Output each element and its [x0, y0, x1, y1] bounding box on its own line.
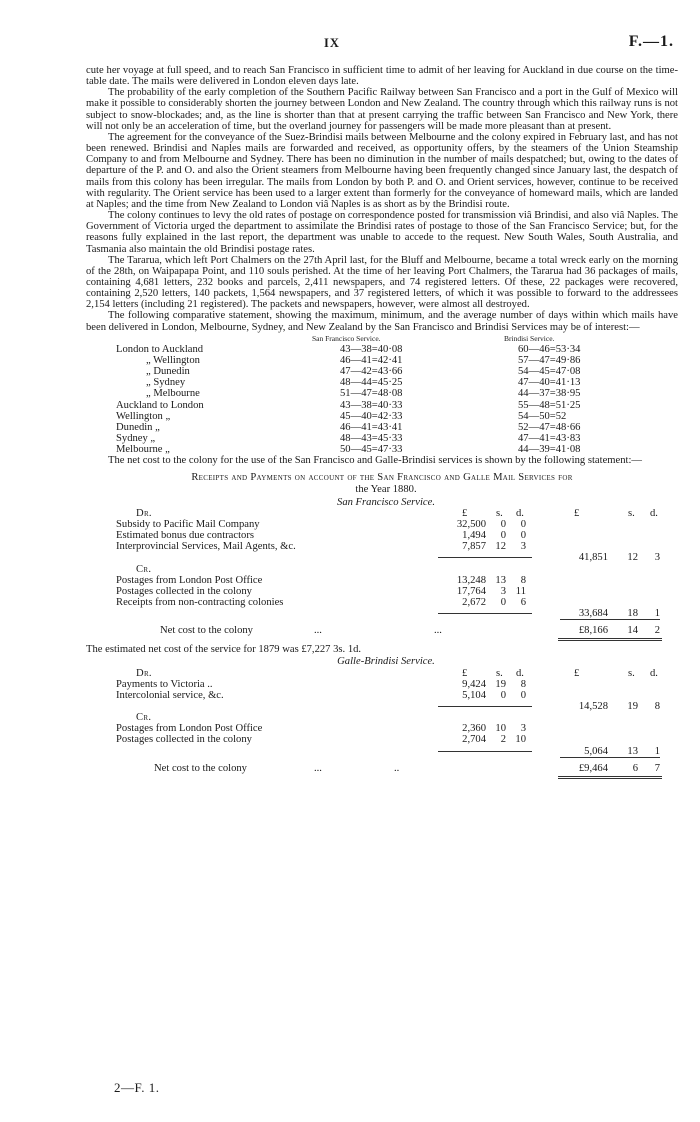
- document-reference: F.—1.: [628, 33, 674, 50]
- dr-total-row: [94, 701, 678, 712]
- cr-total-pence: 1: [654, 745, 660, 757]
- item-label: Interprovincial Services, Mail Agents, &c.: [116, 541, 296, 553]
- item-shillings: 0: [500, 530, 506, 542]
- dr-header: [94, 508, 678, 519]
- item-label: Subsidy to Pacific Mail Company: [116, 519, 260, 531]
- col-d: d.: [650, 667, 658, 679]
- item-shillings: 19: [495, 678, 506, 690]
- estimate-1879: The estimated net cost of the service for 1879 was £7,227 3s. 1d.: [86, 644, 362, 656]
- item-pounds: 17,764: [456, 585, 486, 597]
- dots: ...: [434, 625, 442, 637]
- route-label: „ Dunedin: [146, 366, 190, 378]
- route-label: London to Auckland: [116, 343, 204, 355]
- cr-total-shillings: 13: [627, 745, 638, 757]
- item-label: Postages collected in the colony: [116, 734, 252, 746]
- cr-total-row: [94, 608, 678, 619]
- sf-account: [94, 508, 678, 638]
- delivery-row: [94, 433, 678, 444]
- cr-total-pence: 1: [654, 608, 660, 620]
- cr-total-row: [94, 746, 678, 757]
- paragraph: cute her voyage at full speed, and to reach San Francisco in sufficient time to admit of her leaving for Auckland in due course on the time-table date. The mails were delivered in London eleven days late.: [86, 65, 678, 88]
- item-pounds: 9,424: [462, 678, 486, 690]
- net-cost-pounds: £9,464: [578, 762, 608, 774]
- brindisi-days: 47—40=41·13: [518, 377, 581, 389]
- dr-total-shillings: 19: [627, 701, 638, 713]
- col-s: s.: [496, 667, 503, 679]
- document-body: [86, 65, 678, 776]
- item-shillings: 2: [500, 734, 506, 746]
- total-rule: [560, 619, 660, 620]
- gb-account: [94, 668, 678, 776]
- brindisi-days: 57—47=49·86: [518, 355, 581, 367]
- cr-total-pounds: 5,064: [584, 745, 608, 757]
- net-cost-intro: The net cost to the colony for the use of the San Francisco and Galle-Brindisi services is shown by the following statement:—: [108, 455, 642, 467]
- net-cost-pounds: £8,166: [578, 625, 608, 637]
- item-pence: 0: [520, 519, 526, 531]
- account-row: [94, 541, 678, 552]
- paragraph: The probability of the early completion of the Southern Pacific Railway between San Francisco and a port in the Gulf of Mexico will make it possible to considerably shorten the journey between London and New Zealand. The country through which this railway runs is not subject to snow-blockades; and, as the line is shorter than that at present carrying the traffic between San Francisco and New York, there will not only be an acceleration of time, but the overland journey for passengers will be made more pleasant than at present.: [86, 87, 678, 132]
- item-label: Receipts from non-contracting colonies: [116, 597, 284, 609]
- col-d: d.: [650, 507, 658, 519]
- delivery-row: [94, 366, 678, 377]
- net-cost-pence: 7: [654, 762, 660, 774]
- sf-days: 48—44=45·25: [340, 377, 403, 389]
- subtotal-rule: [438, 706, 532, 707]
- sf-days: 50—45=47·33: [340, 444, 403, 456]
- item-pence: 8: [520, 574, 526, 586]
- sf-days: 43—38=40·33: [340, 399, 403, 411]
- item-label: Postages from London Post Office: [116, 574, 263, 586]
- col-d: d.: [516, 667, 524, 679]
- col-s: s.: [628, 507, 635, 519]
- receipts-title-year: the Year 1880.: [355, 483, 417, 495]
- route-label: „ Wellington: [146, 355, 200, 367]
- route-label: „ Melbourne: [146, 388, 200, 400]
- subtotal-rule: [438, 557, 532, 558]
- item-shillings: 12: [495, 541, 506, 553]
- item-label: Estimated bonus due contractors: [116, 530, 254, 542]
- col-d: d.: [516, 507, 524, 519]
- account-row: [94, 597, 678, 608]
- delivery-row: [94, 344, 678, 355]
- cr-total-shillings: 18: [627, 608, 638, 620]
- account-row: [94, 530, 678, 541]
- route-label: Melbourne „: [116, 444, 170, 456]
- item-pence: 6: [520, 597, 526, 609]
- receipts-title: Receipts and Payments on account of the San Francisco and Galle Mail Services for: [191, 472, 573, 484]
- net-cost-double-rule: [558, 776, 662, 779]
- net-cost-row: [94, 625, 678, 638]
- item-pounds: 2,360: [462, 723, 486, 735]
- item-pounds: 7,857: [462, 541, 486, 553]
- delivery-row: [94, 355, 678, 366]
- item-pence: 0: [520, 689, 526, 701]
- sf-days: 47—42=43·66: [340, 366, 403, 378]
- item-pence: 8: [520, 678, 526, 690]
- sf-days: 48—43=45·33: [340, 433, 403, 445]
- paragraph: The following comparative statement, showing the maximum, minimum, and the average number of days within which mails have been delivered in London, Melbourne, Sydney, and New Zealand by the San Francisco and Brindisi Services may be of interest:—: [86, 310, 678, 333]
- sf-days: 51—47=48·08: [340, 388, 403, 400]
- sf-days: 45—40=42·33: [340, 410, 403, 422]
- sf-days: 46—41=42·41: [340, 355, 403, 367]
- item-label: Intercolonial service, &c.: [116, 689, 224, 701]
- item-pounds: 2,704: [462, 734, 486, 746]
- gb-heading: Galle-Brindisi Service.: [337, 656, 435, 668]
- dr-total-shillings: 12: [627, 552, 638, 564]
- col-pound: £: [574, 667, 580, 679]
- col-pound: £: [462, 667, 468, 679]
- item-pence: 0: [520, 530, 526, 542]
- col-pound: £: [574, 507, 580, 519]
- dr-label: Dr.: [136, 667, 152, 679]
- net-cost-row: [94, 763, 678, 776]
- item-pounds: 2,672: [462, 597, 486, 609]
- delivery-row: [94, 400, 678, 411]
- dots: ..: [394, 762, 400, 774]
- account-row: [94, 679, 678, 690]
- cr-label: Cr.: [136, 712, 152, 724]
- item-pounds: 5,104: [462, 689, 486, 701]
- dr-total-pence: 3: [654, 552, 660, 564]
- brindisi-days: 52—47=48·66: [518, 421, 581, 433]
- subtotal-rule: [438, 613, 532, 614]
- route-label: Sydney „: [116, 433, 156, 445]
- brindisi-days: 54—45=47·08: [518, 366, 581, 378]
- brindisi-days: 55—48=51·25: [518, 399, 581, 411]
- net-cost-label: Net cost to the colony: [160, 625, 253, 637]
- sf-days: 46—41=43·41: [340, 421, 403, 433]
- delivery-row: [94, 422, 678, 433]
- account-row: [94, 723, 678, 734]
- item-shillings: 0: [500, 689, 506, 701]
- dots: ...: [314, 625, 322, 637]
- route-label: Dunedin „: [116, 421, 160, 433]
- item-pence: 3: [520, 541, 526, 553]
- item-pounds: 32,500: [456, 519, 486, 531]
- net-cost-label: Net cost to the colony: [154, 762, 247, 774]
- item-shillings: 0: [500, 519, 506, 531]
- item-shillings: 10: [495, 723, 506, 735]
- account-row: [94, 734, 678, 745]
- page-number: IX: [324, 36, 340, 50]
- brindisi-days: 44—37=38·95: [518, 388, 581, 400]
- paragraph: The Tararua, which left Port Chalmers on the 27th April last, for the Bluff and Melbourne, became a total wreck early on the morning of the 28th, on Waipapapa Point, and 110 souls perished. At the time of her leaving Port Chalmers, the Tararua had 36 packages of mails, containing 4,681 letters, 232 books and parcels, 2,411 newspapers, and 74 registered letters. Of these, 22 packages were recovered, containing 2,520 letters, 140 packets, 1,564 newspapers, and 37 registered letters, of which it was possible to forward to the addressees 2,154 letters (including 21 registered). The packets and newspapers, however, were almost all destroyed.: [86, 254, 678, 311]
- subtotal-rule: [438, 751, 532, 752]
- total-rule: [560, 757, 660, 758]
- dr-total-pounds: 14,528: [578, 701, 608, 713]
- sf-days: 43—38=40·08: [340, 343, 403, 355]
- delivery-row: [94, 388, 678, 399]
- account-row: [94, 519, 678, 530]
- col-pound: £: [462, 507, 468, 519]
- item-pence: 3: [520, 723, 526, 735]
- net-cost-shillings: 14: [627, 625, 638, 637]
- paragraph: The agreement for the conveyance of the Suez-Brindisi mails between Melbourne and the colony expired in February last, and has not been renewed. Brindisi and Naples mails are forwarded and received, as opportunity offers, by the steamers of the Union Steamship Company to and from Melbourne and Sydney. There has been no diminution in the number of mails despatched; but, owing to the dates of departure of the P. and O. and also the Orient steamers from Melbourne having been frequently changed since January last, the despatch of mails from this colony has been irregular. The mails from London by both P. and O. and Orient services, however, continue to be received with regularity. The Orient service has been used to a larger extent than formerly for the conveyance of homeward mails, which are landed at Naples; and the time from New Zealand to London viâ Naples is as short as by the Brindisi route.: [86, 131, 678, 210]
- route-label: Wellington „: [116, 410, 171, 422]
- delivery-row: [94, 444, 678, 455]
- dr-header: [94, 668, 678, 679]
- col-s: s.: [628, 667, 635, 679]
- brindisi-days: 44—39=41·08: [518, 444, 581, 456]
- page-footer: 2—F. 1.: [114, 1080, 160, 1095]
- brindisi-days: 60—46=53·34: [518, 343, 581, 355]
- item-pounds: 1,494: [462, 530, 486, 542]
- item-shillings: 0: [500, 597, 506, 609]
- account-row: [94, 586, 678, 597]
- route-label: „ Sydney: [146, 377, 186, 389]
- brindisi-service-header: Brindisi Service.: [504, 333, 555, 343]
- item-label: Postages from London Post Office: [116, 723, 263, 735]
- route-label: Auckland to London: [116, 399, 204, 411]
- delivery-table: [94, 344, 678, 455]
- item-pence: 10: [515, 734, 526, 746]
- item-label: Payments to Victoria ..: [116, 678, 213, 690]
- brindisi-days: 47—41=43·83: [518, 433, 581, 445]
- account-row: [94, 575, 678, 586]
- item-shillings: 3: [500, 585, 506, 597]
- brindisi-days: 54—50=52: [518, 410, 567, 422]
- item-pence: 11: [515, 585, 526, 597]
- net-cost-shillings: 6: [632, 762, 638, 774]
- item-label: Postages collected in the colony: [116, 585, 252, 597]
- dots: ...: [314, 762, 322, 774]
- paragraph: The colony continues to levy the old rates of postage on correspondence posted for transmission viâ Brindisi, and also viâ Naples. The Government of Victoria urged the department to assimilate the Brindisi rates of postage to those of the San Francisco Service; but, for the reasons fully explained in the last report, the department was unable to accede to the request. New South Wales, South Australia, and Tasmania also maintain the old Brindisi postage rates.: [86, 210, 678, 255]
- cr-label: Cr.: [136, 563, 152, 575]
- cr-header: [94, 564, 678, 575]
- delivery-row: [94, 377, 678, 388]
- delivery-table-header: [94, 333, 678, 344]
- delivery-row: [94, 411, 678, 422]
- account-row: [94, 690, 678, 701]
- dr-total-pounds: 41,851: [578, 552, 608, 564]
- sf-service-header: San Francisco Service.: [312, 333, 381, 343]
- net-cost-double-rule: [558, 638, 662, 641]
- item-pounds: 13,248: [456, 574, 486, 586]
- net-cost-pence: 2: [654, 625, 660, 637]
- dr-total-row: [94, 552, 678, 563]
- item-shillings: 13: [495, 574, 506, 586]
- cr-header: [94, 712, 678, 723]
- col-s: s.: [496, 507, 503, 519]
- dr-total-pence: 8: [654, 701, 660, 713]
- dr-label: Dr.: [136, 507, 152, 519]
- sf-heading: San Francisco Service.: [337, 496, 435, 508]
- cr-total-pounds: 33,684: [578, 608, 608, 620]
